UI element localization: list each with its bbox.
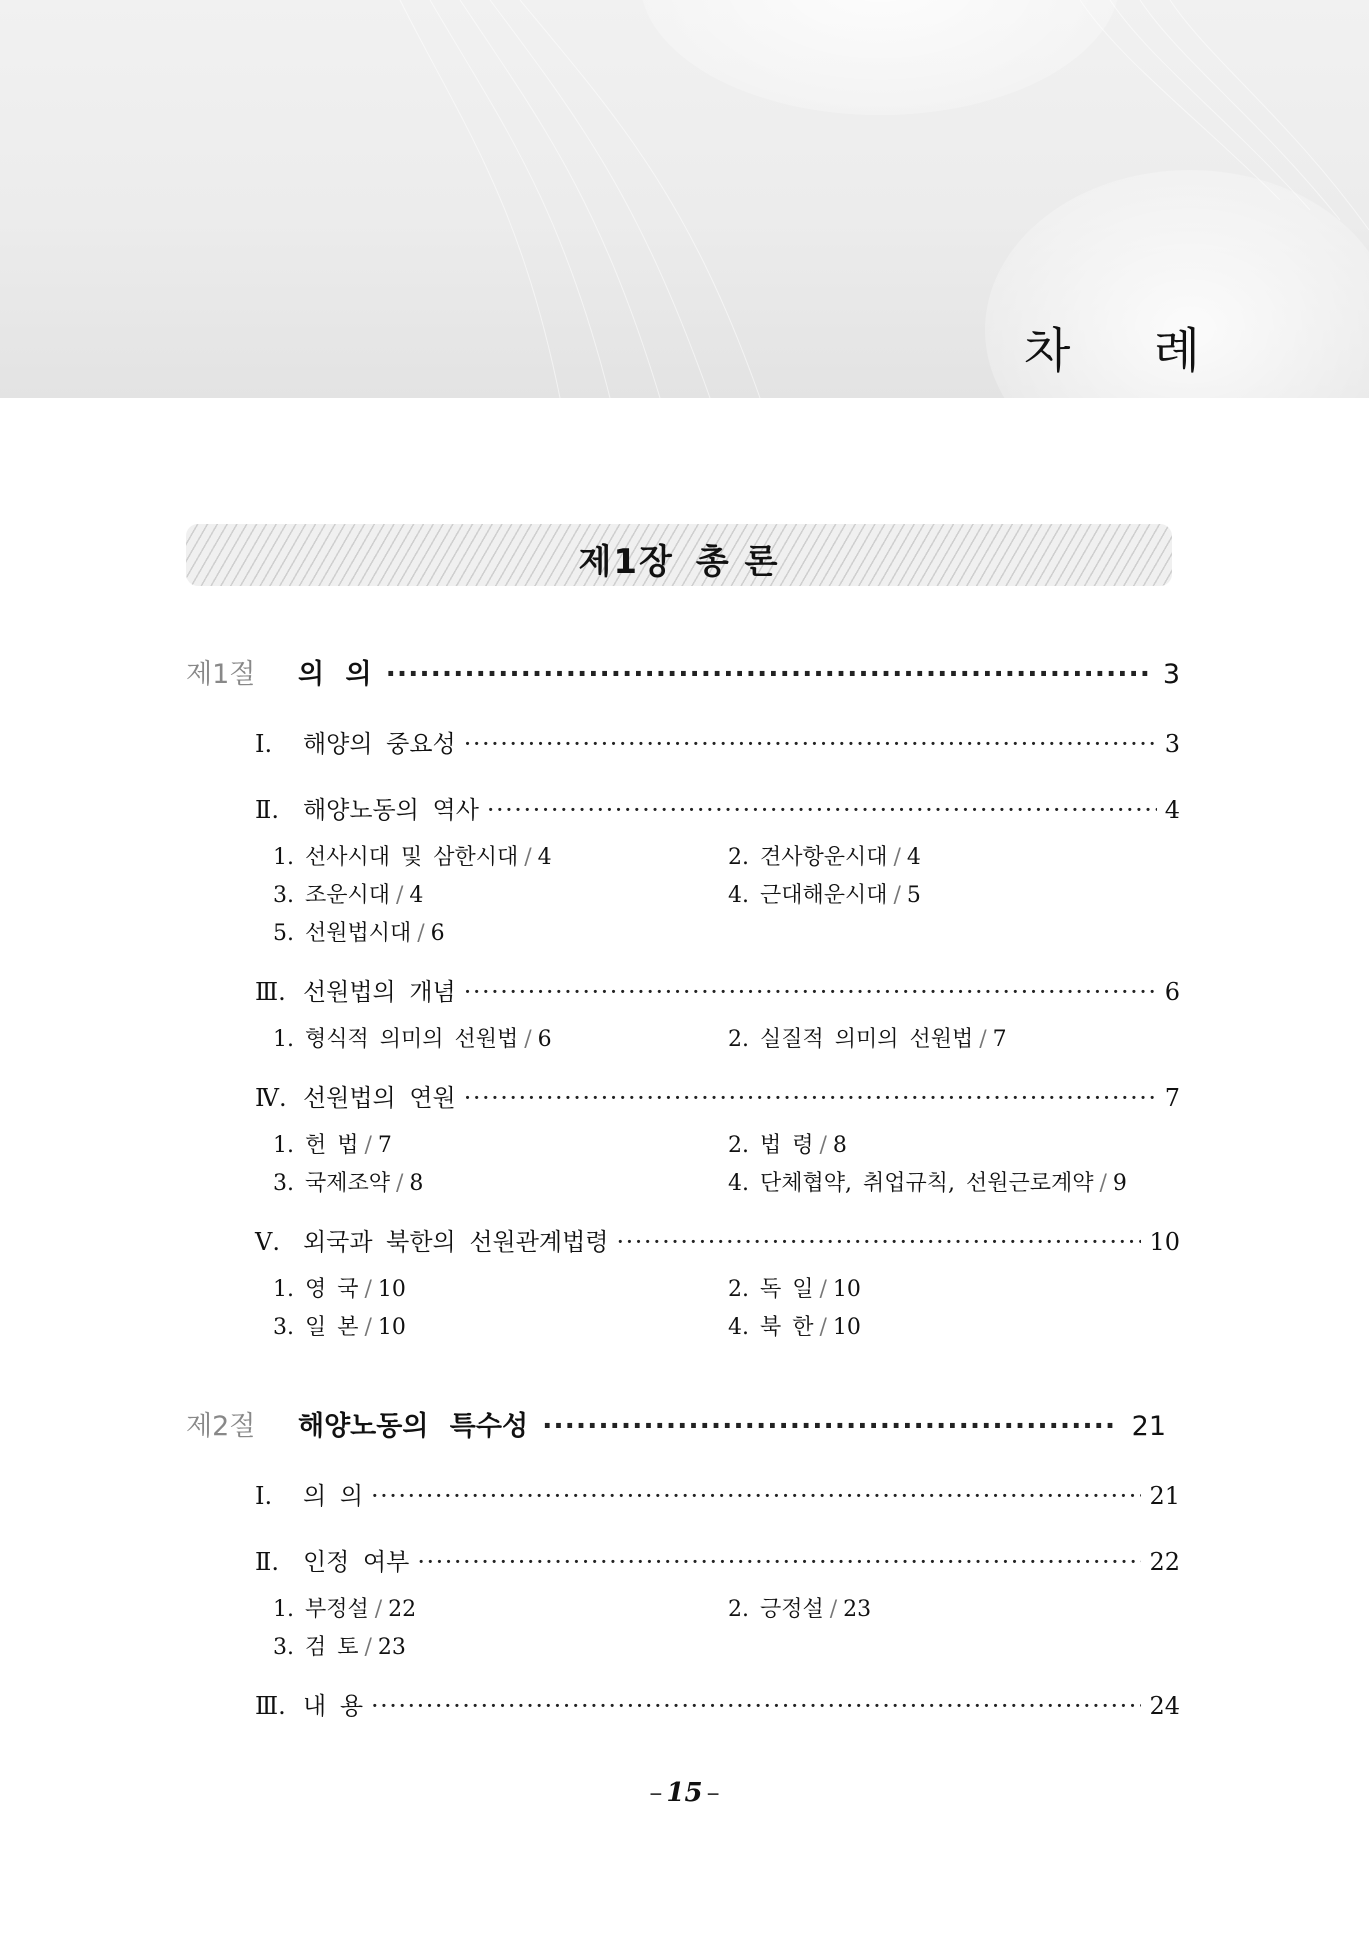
subsection-numeral: Ⅰ. [255,1482,273,1510]
toc-item[interactable]: 1. 헌 법 / 7 [273,1133,392,1158]
subsection-name: 해양의 중요성 [303,730,456,758]
chapter-title [186,534,1172,583]
chapter-banner [186,524,1172,586]
item-page: 8 [409,1171,424,1196]
section-name: 의 의 [298,659,372,690]
toc-subsection-row[interactable] [255,1078,1180,1113]
toc-subsection-row[interactable] [255,972,1180,1007]
item-page: 10 [377,1315,406,1340]
subsection-numeral: Ⅲ. [255,1692,286,1720]
chapter-name: 총 론 [695,542,780,582]
toc-item[interactable]: 1. 선사시대 및 삼한시대 / 4 [273,845,552,870]
item-page: 4 [409,883,424,908]
item-label: 4. 근대해운시대 [728,883,888,908]
section-page: 3 [1162,659,1180,690]
subsection-name: 내 용 [303,1692,363,1720]
item-page: 7 [377,1133,392,1158]
item-page: 8 [832,1133,847,1158]
toc-item[interactable]: 5. 선원법시대 / 6 [273,921,445,946]
item-label: 4. 북 한 [728,1315,814,1340]
toc-section-row[interactable] [186,1404,1166,1443]
toc-item[interactable]: 2. 긍정설 / 23 [728,1597,872,1622]
toc-item[interactable]: 2. 견사항운시대 / 4 [728,845,921,870]
item-page: 6 [537,1027,552,1052]
item-label: 3. 일 본 [273,1315,359,1340]
item-label: 2. 견사항운시대 [728,845,888,870]
dot-leader [464,730,1157,758]
item-page: 4 [537,845,552,870]
subsection-page: 7 [1164,1084,1180,1112]
item-page: 9 [1112,1171,1127,1196]
item-label: 1. 헌 법 [273,1133,359,1158]
dot-leader [386,659,1149,690]
item-label: 1. 부정설 [273,1597,369,1622]
dot-leader [371,1692,1141,1720]
item-page: 6 [430,921,445,946]
subsection-page: 10 [1149,1228,1180,1256]
item-page: 10 [832,1315,861,1340]
item-label: 1. 형식적 의미의 선원법 [273,1027,519,1052]
subsection-page: 6 [1164,978,1180,1006]
toc-item[interactable]: 4. 근대해운시대 / 5 [728,883,921,908]
subsection-name: 선원법의 개념 [303,978,456,1006]
toc-subsection-row[interactable] [255,1542,1180,1577]
section-number: 제1절 [186,659,256,690]
subsection-numeral: Ⅳ. [255,1084,287,1112]
item-label: 2. 법 령 [728,1133,814,1158]
toc-item[interactable]: 3. 국제조약 / 8 [273,1171,424,1196]
subsection-name: 인정 여부 [303,1548,410,1576]
dot-leader [417,1548,1141,1576]
item-page: 22 [388,1597,417,1622]
toc-item[interactable]: 2. 실질적 의미의 선원법 / 7 [728,1027,1007,1052]
subsection-name: 해양노동의 역사 [303,796,479,824]
item-label: 3. 검 토 [273,1635,359,1660]
dot-leader [464,978,1157,1006]
document-title: 차 례 [1024,323,1234,379]
header-band [0,0,1369,398]
section-number: 제2절 [186,1411,256,1442]
item-page: 7 [992,1027,1007,1052]
dot-leader [464,1084,1157,1112]
toc-subsection-row[interactable] [255,1222,1180,1257]
dot-leader [542,1411,1118,1442]
section-name: 해양노동의 특수성 [298,1411,529,1442]
item-label: 1. 영 국 [273,1277,359,1302]
item-page: 23 [377,1635,406,1660]
toc-item[interactable]: 4. 단체협약, 취업규칙, 선원근로계약 / 9 [728,1171,1127,1196]
subsection-numeral: Ⅰ. [255,730,273,758]
toc-item[interactable]: 3. 일 본 / 10 [273,1315,406,1340]
dot-leader [371,1482,1141,1510]
toc-item[interactable]: 1. 부정설 / 22 [273,1597,417,1622]
section-page: 21 [1131,1411,1166,1442]
toc-subsection-row[interactable] [255,724,1180,759]
chapter-number: 제1장 [578,542,674,582]
item-label: 2. 긍정설 [728,1597,824,1622]
subsection-name: 선원법의 연원 [303,1084,456,1112]
toc-section-row[interactable] [186,652,1180,691]
item-label: 5. 선원법시대 [273,921,412,946]
subsection-page: 4 [1164,796,1180,824]
page-number: 15 [666,1778,703,1808]
subsection-name: 외국과 북한의 선원관계법령 [303,1228,609,1256]
toc-subsection-row[interactable] [255,1686,1180,1721]
toc-subsection-row[interactable] [255,1476,1180,1511]
item-label: 3. 국제조약 [273,1171,390,1196]
item-page: 5 [906,883,921,908]
subsection-page: 22 [1149,1548,1180,1576]
subsection-page: 3 [1164,730,1180,758]
item-label: 3. 조운시대 [273,883,390,908]
item-label: 1. 선사시대 및 삼한시대 [273,845,519,870]
subsection-numeral: Ⅱ. [255,796,279,824]
toc-item[interactable]: 2. 법 령 / 8 [728,1133,847,1158]
subsection-numeral: Ⅲ. [255,978,286,1006]
item-label: 2. 실질적 의미의 선원법 [728,1027,974,1052]
toc-item[interactable]: 1. 형식적 의미의 선원법 / 6 [273,1027,552,1052]
subsection-numeral: Ⅱ. [255,1548,279,1576]
subsection-page: 24 [1149,1692,1180,1720]
toc-item[interactable]: 3. 검 토 / 23 [273,1635,406,1660]
toc-item[interactable]: 1. 영 국 / 10 [273,1277,406,1302]
item-label: 2. 독 일 [728,1277,814,1302]
page-number-footer: – 15 – [649,1778,720,1808]
toc-item[interactable]: 2. 독 일 / 10 [728,1277,861,1302]
item-page: 10 [377,1277,406,1302]
toc-item[interactable]: 3. 조운시대 / 4 [273,883,424,908]
subsection-page: 21 [1149,1482,1180,1510]
subsection-name: 의 의 [303,1482,363,1510]
item-label: 4. 단체협약, 취업규칙, 선원근로계약 [728,1171,1094,1196]
dot-leader [487,796,1157,824]
item-page: 10 [832,1277,861,1302]
toc-subsection-row[interactable] [255,790,1180,825]
item-page: 4 [906,845,921,870]
dot-leader [616,1228,1141,1256]
item-page: 23 [843,1597,872,1622]
toc-item[interactable]: 4. 북 한 / 10 [728,1315,861,1340]
subsection-numeral: Ⅴ. [255,1228,280,1256]
